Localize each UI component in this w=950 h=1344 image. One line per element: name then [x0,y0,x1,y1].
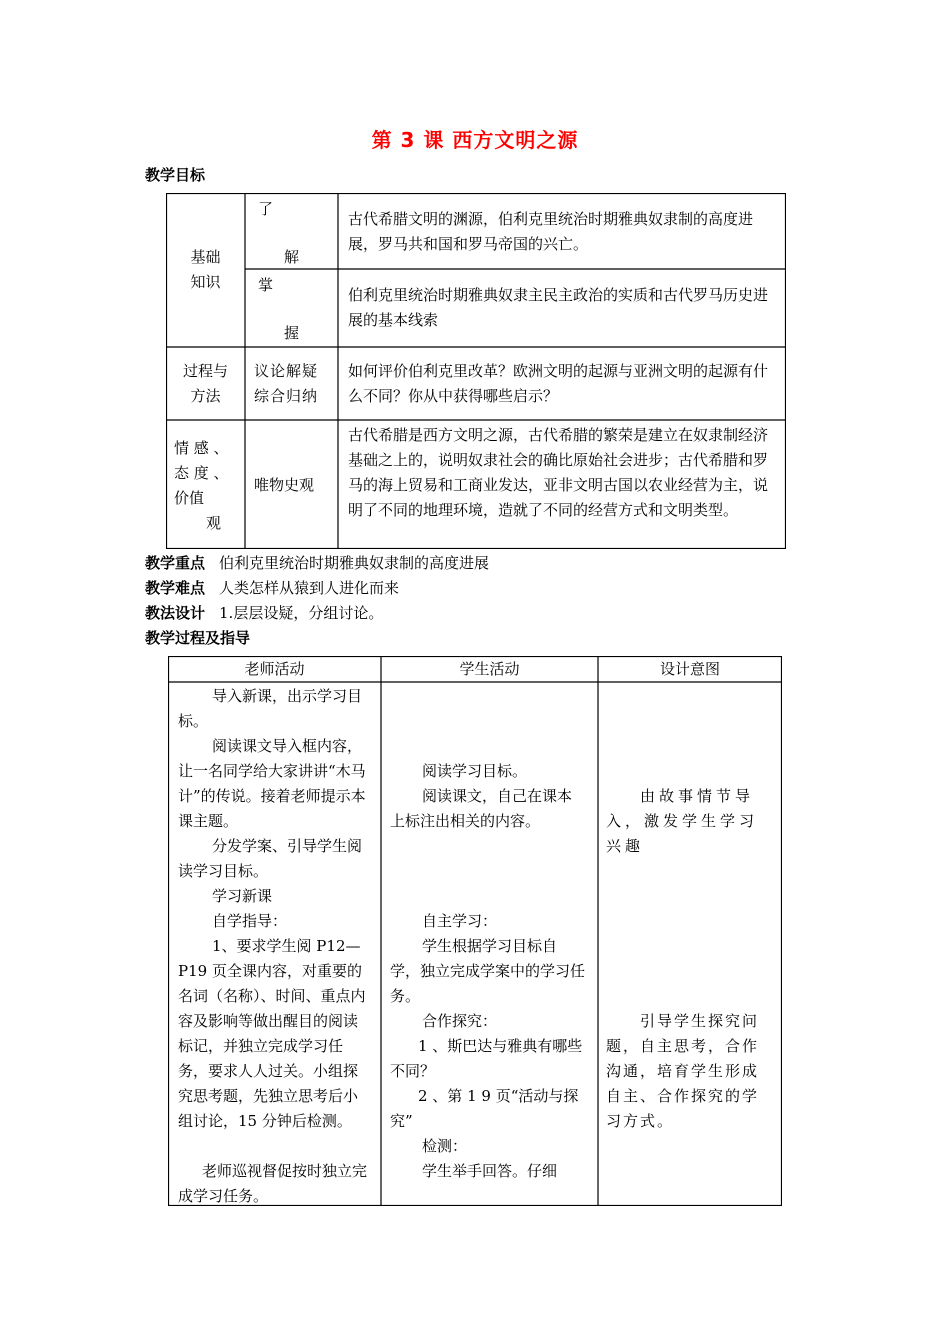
teacher-item: 学习新课 [212,887,273,905]
understand-text: 古代希腊文明的渊源，伯利克里统治时期雅典奴隶制的高度进展，罗马共和国和罗马帝国的兴亡。 [348,210,754,253]
basic-knowledge-label [166,245,245,295]
emotion-label-line1: 情 感 、 [174,439,229,457]
method-line2: 综合归纳 [254,387,319,405]
lesson-title: 第 3 课 西方文明之源 [371,128,579,152]
student-item: 1 、斯巴达与雅典有哪些不同？ [390,1037,583,1080]
emotion-label-line4: 观 [206,514,222,532]
student-item: 检测： [422,1137,468,1155]
teacher-item: 导入新课，出示学习目标。 [178,687,363,730]
process-table [168,656,782,1206]
method-design-line [145,602,383,623]
process-heading: 教学过程及指导 [145,629,251,647]
difficulty-line [145,577,399,598]
method-line1: 议论解疑 [254,362,319,380]
teacher-item: 老师巡视督促按时独立完成学习任务。 [178,1162,368,1205]
intent-item: 由故事情节导入，激发学生学习兴趣 [606,787,759,855]
key-point-text: 伯利克里统治时期雅典奴隶制的高度进展 [219,554,490,572]
basic-label-line1: 基础 [190,248,221,266]
process-label-line2: 方法 [190,387,221,405]
teacher-item: 自学指导： [212,912,288,930]
emotion-label-line3: 价值 [174,489,205,507]
student-item: 阅读学习目标。 [422,762,528,780]
header-intent: 设计意图 [659,660,720,678]
difficulty-text: 人类怎样从猿到人进化而来 [219,579,400,597]
header-student: 学生活动 [459,660,520,678]
student-item: 合作探究： [422,1012,498,1030]
student-item: 阅读课文，自己在课本上标注出相关的内容。 [390,787,573,830]
process-method-label [166,359,245,409]
emotion-text: 古代希腊是西方文明之源，古代希腊的繁荣是建立在奴隶制经济基础之上的，说明奴隶社会的确比原始社会进步；古代希腊和罗马的海上贸易和工商业发达，亚非文明古国以农业经营为主，说明了不同的地理环境，造就了不同的经营方式和文明类型。 [348,426,769,519]
emotion-method: 唯物史观 [254,476,315,494]
understand-char2: 解 [284,248,300,266]
emotion-label-line2: 态 度 、 [174,464,229,482]
teacher-item: 分发学案、引导学生阅读学习目标。 [178,837,363,880]
student-item: 学生举手回答。仔细 [422,1162,558,1180]
student-item: 学生根据学习目标自学，独立完成学案中的学习任务。 [390,937,586,1005]
objectives-heading: 教学目标 [145,166,206,184]
teacher-item: 1、要求学生阅 P12—P19 页全课内容，对重要的名词（名称）、时间、重点内容及影响等做出醒目的阅读标记，并独立完成学习任务，要求人人过关。小组探究思考题，先独立思考后小组讨论，15 分钟后检测。 [178,937,366,1130]
key-point-line [145,552,489,573]
header-teacher: 老师活动 [244,660,305,678]
objectives-table [166,193,786,549]
intent-item: 引导学生探究问题，自主思考，合作沟通，培育学生形成自主、合作探究的学习方式。 [606,1012,760,1130]
method-design-label: 教法设计 [145,604,206,622]
key-point-label: 教学重点 [145,554,206,572]
master-text: 伯利克里统治时期雅典奴隶主民主政治的实质和古代罗马历史进展的基本线索 [348,286,769,329]
process-method-text: 如何评价伯利克里改革？欧洲文明的起源与亚洲文明的起源有什么不同？你从中获得哪些启示？ [348,362,769,405]
process-label-line1: 过程与 [182,362,228,380]
teacher-item: 阅读课文导入框内容，让一名同学给大家讲讲“木马计”的传说。接着老师提示本课主题。 [178,737,366,830]
student-item: 2 、第 1 9 页“活动与探究” [390,1087,579,1130]
difficulty-label: 教学难点 [145,579,206,597]
master-char1: 掌 [258,276,274,294]
understand-char1: 了 [258,200,274,218]
method-design-text: 1.层层设疑，分组讨论。 [219,604,384,622]
emotion-label [174,436,240,536]
student-item: 自主学习： [422,912,498,930]
basic-label-line2: 知识 [190,273,221,291]
process-method-approach [254,359,334,409]
master-char2: 握 [284,324,300,342]
